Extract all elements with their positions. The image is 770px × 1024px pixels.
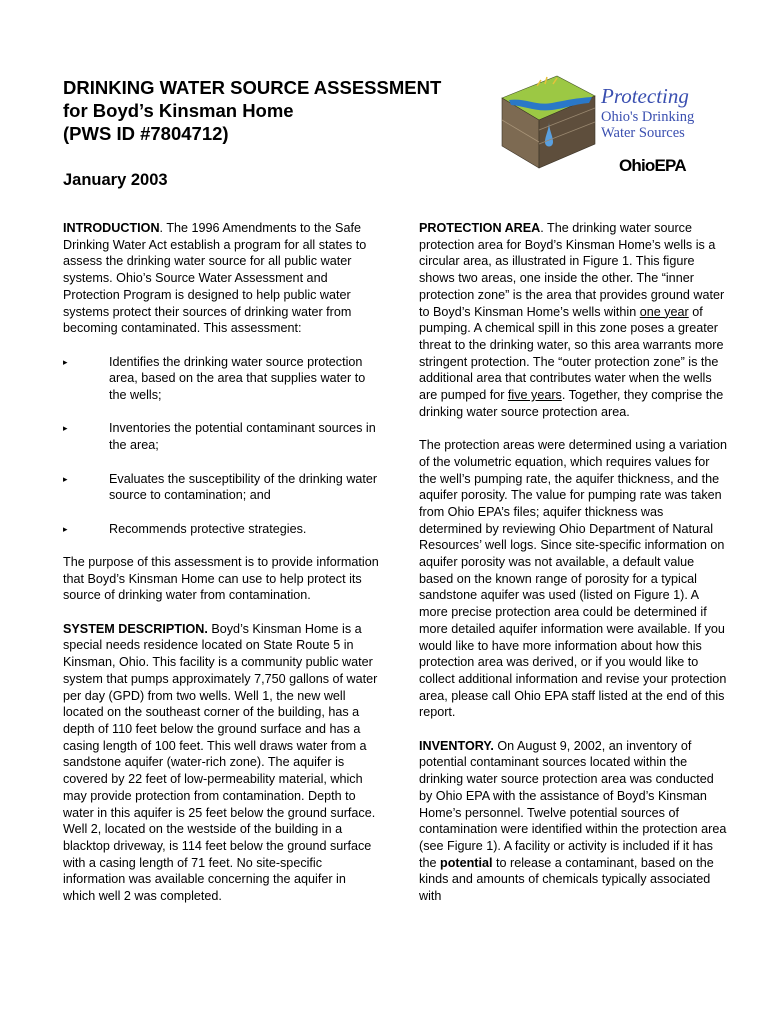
introduction-text: . The 1996 Amendments to the Safe Drinking Water Act establish a program for all states to assess the drinking water source for all public water systems. Ohio’s Source Water Assessment and Protection Program is designed to help public water systems protect their sources of drinking water from becoming contaminated. This assessment: — [63, 221, 367, 336]
five-years-underlined: five years — [507, 388, 562, 403]
title-line-2: for Boyd’s Kinsman Home — [63, 100, 294, 121]
bullet-marker-icon: ▸ — [63, 473, 68, 484]
assessment-bullet-list — [63, 354, 381, 538]
purpose-paragraph: The purpose of this assessment is to provide information that Boyd’s Kinsman Home can use to help protect its source of drinking water from contamination. — [63, 554, 379, 603]
bullet-text: Evaluates the susceptibility of the drinking water source to contamination; and — [109, 471, 378, 503]
bullet-text: Identifies the drinking water source protection area, based on the area that supplies water to the wells; — [109, 354, 366, 403]
right-column — [419, 220, 729, 921]
system-description-heading: SYSTEM DESCRIPTION. — [63, 621, 208, 636]
protection-area-paragraph — [419, 220, 729, 420]
bullet-marker-icon: ▸ — [63, 523, 68, 534]
logo-protecting-text: Protecting — [601, 84, 689, 108]
bullet-text: Inventories the potential contaminant sources in the area; — [109, 421, 376, 453]
logo-water-sources-text: Water Sources — [601, 125, 685, 141]
protecting-ohio-logo — [497, 70, 712, 180]
protection-area-text-a: . The drinking water source protection area for Boyd’s Kinsman Home’s wells is a circular area, as illustrated in Figure 1. This figure shows two areas, one inside the other. The “inner protection zone” is the area that provides ground water to Boyd’s Kinsman Home’s wells within — [419, 221, 725, 319]
inventory-text-a: On August 9, 2002, an inventory of potential contaminant sources located within the drinking water source protection area was conducted by Ohio EPA with the assistance of Boyd’s Kinsman Home’s personnel. Twelve potential sources of contamination were identified within the protection area (see Figure 1). A facility or activity is included if it has the — [419, 738, 727, 870]
protection-method-paragraph: The protection areas were determined using a variation of the volumetric equation, which requires values for the well’s pumping rate, the aquifer thickness, and the aquifer porosity. The value for pumping rate was taken from Ohio EPA’s files; aquifer thickness was determined by reviewing Ohio Department of Natural Resources’ well logs. Since site-specific information on aquifer porosity was not available, a default value based on the known range of porosity for a typical sandstone aquifer was used (listed on Figure 1). A more precise protection area could be determined if more detailed aquifer information were available. If you would like to have more information about how this protection area was derived, or if you would like to collect additional information and revise your protection area, please call Ohio EPA staff listed at the end of this report. — [419, 438, 728, 720]
bullet-text: Recommends protective strategies. — [109, 521, 307, 536]
inventory-paragraph — [419, 738, 729, 905]
potential-bold: potential — [440, 855, 493, 870]
introduction-heading: INTRODUCTION — [63, 221, 160, 235]
system-description-paragraph — [63, 621, 381, 905]
protection-area-text-c: . Together, they comprise the drinking water source protection area. — [419, 388, 724, 419]
list-item — [63, 471, 381, 504]
list-item — [63, 354, 381, 404]
bullet-marker-icon: ▸ — [63, 423, 68, 434]
title-line-1: DRINKING WATER SOURCE ASSESSMENT — [63, 77, 442, 98]
inventory-text-b: to release a contaminant, based on the kinds and amounts of chemicals typically associated with — [419, 855, 714, 904]
logo-ohio-epa-text: OhioEPA — [619, 156, 686, 175]
left-column — [63, 220, 381, 921]
protection-area-heading: PROTECTION AREA — [419, 221, 541, 235]
bullet-marker-icon: ▸ — [63, 356, 68, 367]
logo-ohios-text: Ohio's Drinking — [601, 109, 695, 125]
list-item — [63, 420, 381, 453]
inventory-heading: INVENTORY. — [419, 738, 494, 753]
report-date: January 2003 — [63, 171, 168, 189]
introduction-paragraph — [63, 220, 381, 337]
document-title — [63, 76, 493, 145]
one-year-underlined: one year — [639, 304, 689, 319]
list-item — [63, 521, 381, 538]
protection-area-text-b: of pumping. A chemical spill in this zone poses a greater threat to the drinking water, so this area warrants more stringent protection. The “outer protection zone” is the additional area that contributes water when the wells are pumped for — [419, 304, 724, 403]
title-line-3: (PWS ID #7804712) — [63, 123, 229, 144]
system-description-text: Boyd’s Kinsman Home is a special needs residence located on State Route 5 in Kinsman, Ohio. This facility is a community public water system that pumps approximately 7,750 gallons of water per day (GPD) from two wells. Well 1, the new well located on the southeast corner of the building, has a depth of 110 feet below the ground surface and has a casing length of 100 feet. This well draws water from a sandstone aquifer (water-rich zone). The aquifer is covered by 22 feet of low-permeability material, which may provide protection from contamination. Depth to water in this aquifer is 25 feet below the ground surface. Well 2, located on the westside of the building in a blacktop driveway, is 114 feet below the ground surface with a casing length of 71 feet. No site-specific information was available concerning the aquifer in which well 2 was completed. — [63, 621, 378, 904]
